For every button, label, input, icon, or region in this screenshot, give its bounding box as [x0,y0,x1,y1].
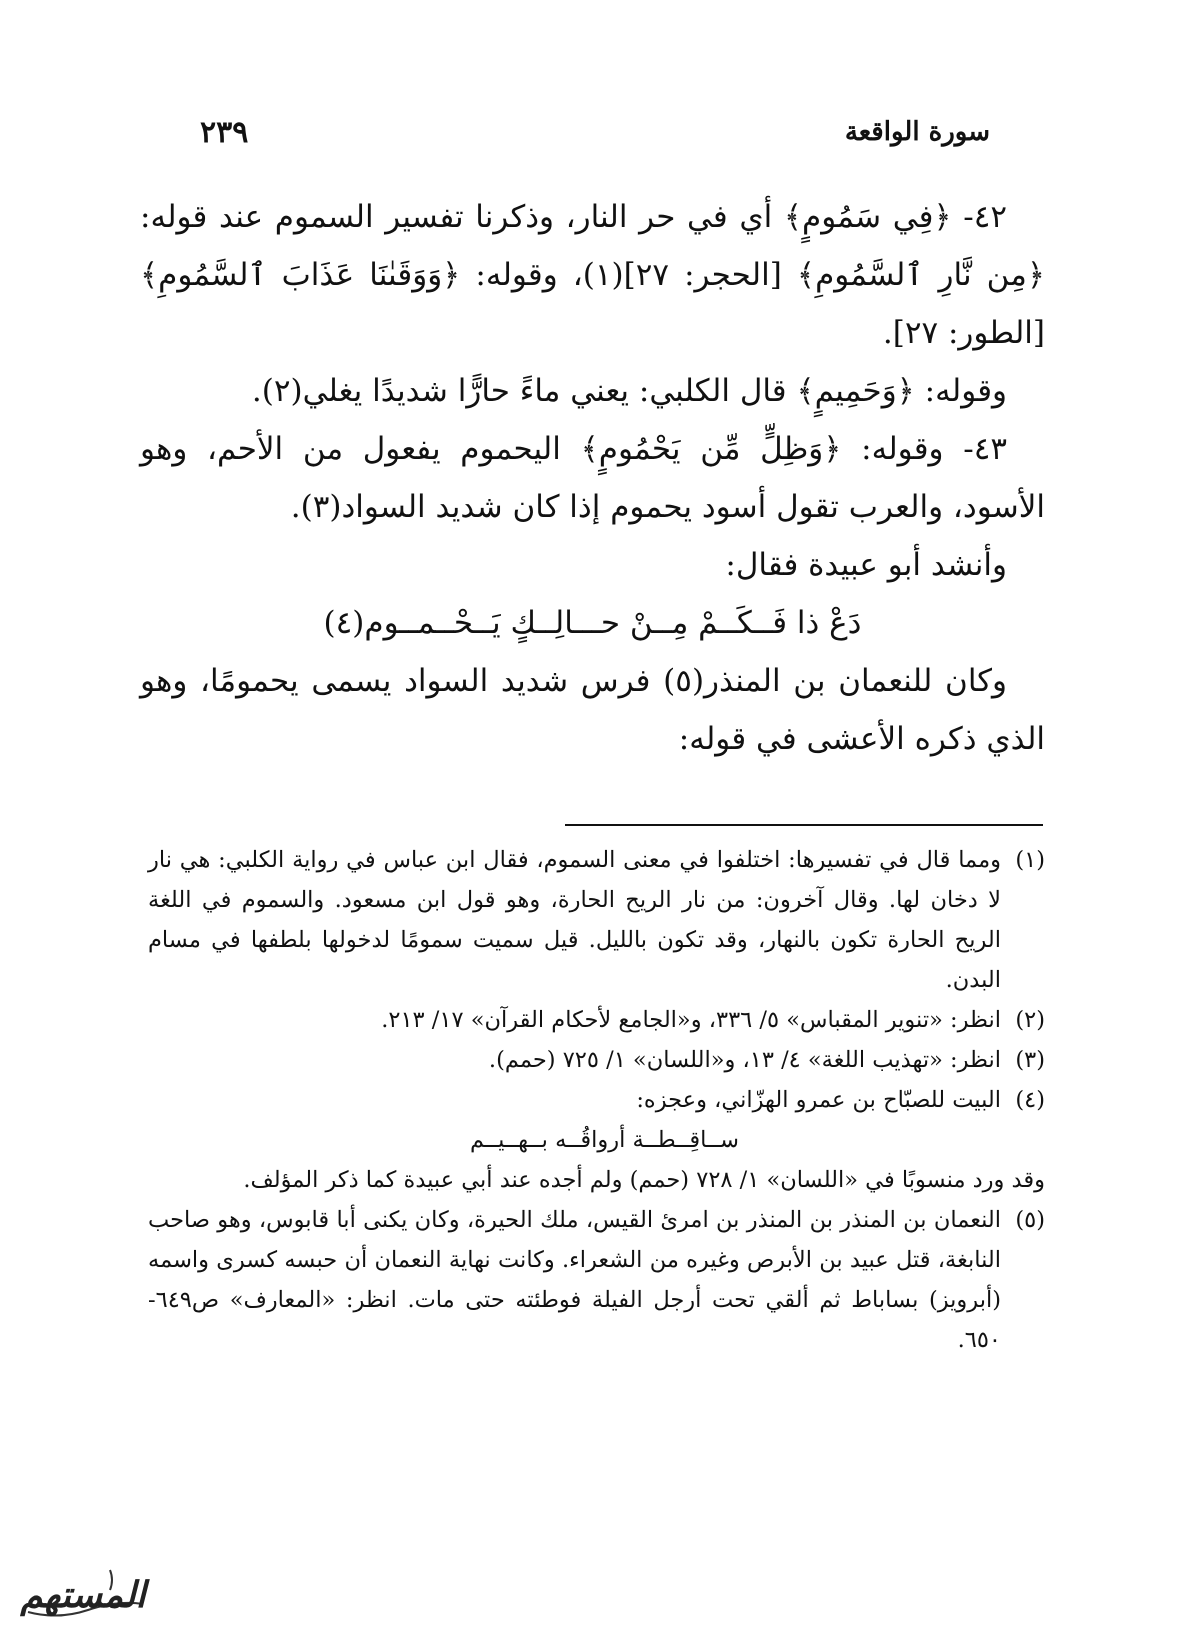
footnote-number: (٤) [1015,1087,1045,1113]
footnote-text: النعمان بن المنذر بن المنذر بن امرئ القيس، ملك الحيرة، وكان يكنى أبا قابوس، وهو صاحب النابغة، قتل عبيد بن الأبرص وغيره من الشعراء. وكانت نهاية النعمان أن حبسه كسرى واسمه (أبرويز) بساباط ثم ألقي تحت أرجل الفيلة فوطئته حتى مات. انظر: «المعارف» ص٦٤٩- ٦٥٠. [148,1207,1001,1353]
footnote-text: البيت للصبّاح بن عمرو الهزّاني، وعجزه: [636,1087,1001,1113]
footnote-3 [148,1040,1045,1080]
footnote-5 [148,1200,1045,1360]
footnote-1 [148,840,1045,1000]
paragraph-verse-43: ٤٣- وقوله: ﴿وَظِلٍّ مِّن يَحْمُومٍ﴾ اليحموم يفعول من الأحم، وهو الأسود، والعرب تقول أسود يحموم إذا كان شديد السواد(٣). [140,431,1045,525]
paragraph-abu-ubaida: وأنشد أبو عبيدة فقال: [725,547,1007,583]
footnote-separator [565,824,1043,826]
running-title: سورة الواقعة [844,117,990,147]
footnote-verse: ســاقِــطــة أرواقُــه بــهــيــم [469,1127,740,1153]
poetry-verse: دَعْ ذا فَــكَــمْ مِــنْ حـــالِــكٍ يَــحْــمــوم(٤) [323,605,862,641]
footnote-number: (٣) [1015,1047,1045,1073]
footnote-number: (١) [1015,847,1045,873]
page-number: ٢٣٩ [200,114,249,150]
calligraphy-logo-icon [18,1560,148,1630]
footnote-text: انظر: «تهذيب اللغة» ٤/ ١٣، و«اللسان» ١/ ٧٢٥ (حمم). [488,1047,1001,1073]
footnote-text: انظر: «تنوير المقباس» ٥/ ٣٣٦، و«الجامع لأحكام القرآن» ١٧/ ٢١٣. [381,1007,1001,1033]
paragraph-numan: وكان للنعمان بن المنذر(٥) فرس شديد السواد يسمى يحمومًا، وهو الذي ذكره الأعشى في قوله: [140,663,1045,757]
footnote-number: (٢) [1015,1007,1045,1033]
footnote-4 [148,1080,1045,1160]
footnotes [148,840,1045,1360]
footnote-4-continuation: وقد ورد منسوبًا في «اللسان» ١/ ٧٢٨ (حمم) ولم أجده عند أبي عبيدة كما ذكر المؤلف. [243,1167,1045,1193]
page-header [200,112,990,152]
footnote-2 [148,1000,1045,1040]
paragraph-hamim: وقوله: ﴿وَحَمِيمٍ﴾ قال الكلبي: يعني ماءً حارًّا شديدًا يغلي(٢). [251,373,1007,409]
footnote-number: (٥) [1015,1207,1045,1233]
main-text [140,188,1045,768]
paragraph-verse-42: ٤٢- ﴿فِي سَمُومٍ﴾ أي في حر النار، وذكرنا تفسير السموم عند قوله: ﴿مِن نَّارِ ٱلسَّمُومِ﴾ [الحجر: ٢٧](١)، وقوله: ﴿وَوَقَىٰنَا عَذَابَ ٱلسَّمُومِ﴾ [الطور: ٢٧]. [140,199,1045,351]
logo-text: المستهم [20,1574,146,1616]
footnote-text: ومما قال في تفسيرها: اختلفوا في معنى السموم، فقال ابن عباس في رواية الكلبي: هي نار لا دخان لها. وقال آخرون: من نار الريح الحارة، وهو قول ابن مسعود. والسموم في اللغة الريح الحارة تكون بالنهار، وقد تكون بالليل. قيل سميت سمومًا لدخولها بلطفها في مسام البدن. [148,847,1001,993]
